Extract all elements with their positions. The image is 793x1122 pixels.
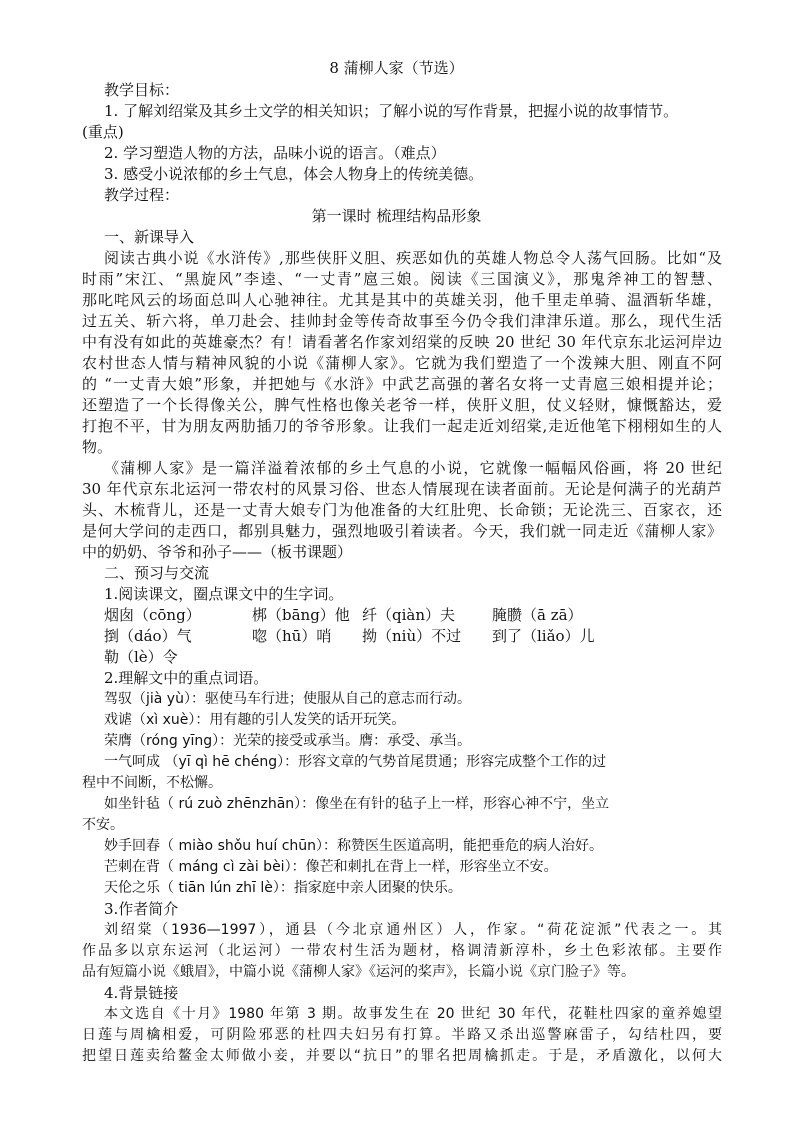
intro-para2-line: 中的奶奶、爷爷和孙子——（板书课题） bbox=[82, 543, 353, 561]
goal-1: 1. 了解刘绍棠及其乡土文学的相关知识；了解小说的写作背景，把握小说的故事情节。 bbox=[104, 102, 679, 120]
word-item: 腌臜（ā zā） bbox=[492, 606, 583, 624]
intro-para-line: 过五关、斩六将，单刀赴会、挂帅封金等传奇故事至今仍令我们津津乐道。那么，现代生活 bbox=[82, 312, 722, 330]
vocab-item: 妙手回春（ miào shǒu huí chūn）：称赞医生医道高明，能把垂危的病人治好。 bbox=[104, 838, 604, 854]
intro-para-line: 那叱咤风云的场面总叫人心驰神往。尤其是其中的英雄关羽，他千里走单骑、温酒斩华雄， bbox=[82, 291, 722, 309]
author-line: 刘绍棠（1936—1997），通县（今北京通州区）人，作家。“荷花淀派”代表之一。其 bbox=[104, 922, 722, 938]
vocab-item: 驾驭（jià yù）：驱使马车行进；使服从自己的意志而行动。 bbox=[104, 691, 471, 707]
background-line: 日莲与周檎相爱，可阴险邪恶的杜四夫妇另有打算。半路又杀出巡警麻雷子，勾结杜四，要 bbox=[82, 1027, 722, 1043]
goal-3: 3. 感受小说浓郁的乡土气息，体会人物身上的传统美德。 bbox=[104, 165, 484, 183]
goal-1-note: (重点) bbox=[82, 123, 124, 141]
intro-para2-line: 是何大学问的走西口，都别具魅力，强烈地吸引着读者。今天，我们就一同走近《蒲柳人家》 bbox=[82, 522, 722, 540]
vocab-item: 如坐针毡（ rú zuò zhēnzhān）：像坐在有针的毡子上一样，形容心神不宁，坐立 bbox=[104, 796, 610, 812]
vocab-item: 一气呵成 （yī qì hē chéng）：形容文章的气势首尾贯通；形容完成整个工作的过 bbox=[104, 754, 607, 770]
word-item: 纤（qiàn）夫 bbox=[362, 606, 456, 624]
question-4: 4.背景链接 bbox=[104, 984, 179, 1002]
section-2-heading: 二、预习与交流 bbox=[104, 564, 210, 582]
vocab-item-cont: 不安。 bbox=[82, 817, 124, 833]
vocab-item: 戏谑（xì xuè）：用有趣的引人发笑的话开玩笑。 bbox=[104, 712, 406, 728]
goal-2: 2. 学习塑造人物的方法，品味小说的语言。（难点） bbox=[104, 144, 446, 162]
goals-heading: 教学目标： bbox=[104, 81, 180, 99]
intro-para-line: 还塑造了一个长得像关公，脾气性格也像关老爷一样，侠肝义胆，仗义轻财，慷慨豁达，爱 bbox=[82, 396, 722, 414]
intro-para-line: 农村世态人情与精神风貌的小说《蒲柳人家》。它就为我们塑造了一个泼辣大胆、刚直不阿 bbox=[82, 354, 722, 372]
word-row bbox=[104, 605, 722, 626]
question-3: 3.作者简介 bbox=[104, 900, 179, 918]
question-1: 1.阅读课文，圈点课文中的生字词。 bbox=[104, 585, 344, 603]
author-line: 品有短篇小说《蛾眉》，中篇小说《蒲柳人家》《运河的桨声》，长篇小说《京门脸子》等。 bbox=[82, 964, 635, 980]
intro-para-line: 阅读古典小说《水浒传》,那些侠肝义胆、疾恶如仇的英雄人物总令人荡气回肠。比如“及 bbox=[104, 249, 722, 267]
page-title: 8 蒲柳人家（节选） bbox=[329, 59, 464, 77]
vocab-item: 芒刺在背（ máng cì zài bèi）：像芒和刺扎在背上一样，形容坐立不安。 bbox=[104, 859, 558, 875]
word-item: 拗（niù）不过 bbox=[362, 627, 462, 645]
intro-para-line: 打抱不平，甘为朋友两肋插刀的爷爷形象。让我们一起走近刘绍棠,走近他笔下栩栩如生的人 bbox=[82, 417, 722, 435]
background-line: 本文选自《十月》1980 年第 3 期。故事发生在 20 世纪 30 年代，花鞋杜四家的童养媳望 bbox=[104, 1006, 722, 1022]
intro-para2-line: 头、木梳背儿，还是一丈青大娘专门为他准备的大红肚兜、长命锁；无论洗三、百家衣，还 bbox=[82, 501, 722, 519]
vocab-item-cont: 程中不间断，不松懈。 bbox=[82, 775, 222, 791]
section-1-heading: 一、新课导入 bbox=[104, 228, 195, 246]
word-item: 梆（bāng）他 bbox=[252, 606, 350, 624]
intro-para2-line: 《蒲柳人家》是一篇洋溢着浓郁的乡土气息的小说，它就像一幅幅风俗画，将 20 世纪 bbox=[104, 459, 722, 477]
vocab-item: 天伦之乐（ tiān lún zhī lè）：指家庭中亲人团聚的快乐。 bbox=[104, 880, 462, 896]
word-item: 唿（hū）哨 bbox=[252, 627, 332, 645]
word-item: 勒（lè）令 bbox=[104, 648, 178, 666]
intro-para-line: 中有没有如此的英雄豪杰？有！请看著名作家刘绍棠的反映 20 世纪 30 年代京东北运河岸边 bbox=[82, 333, 722, 351]
question-2: 2.理解文中的重点词语。 bbox=[104, 669, 269, 687]
word-item: 捯（dáo）气 bbox=[104, 627, 192, 645]
author-line: 作品多以京东运河（北运河）一带农村生活为题材，格调清新淳朴，乡土色彩浓郁。主要作 bbox=[82, 943, 722, 959]
process-heading: 教学过程： bbox=[104, 186, 180, 204]
intro-para-line: 的 “一丈青大娘”形象，并把她与《水浒》中武艺高强的著名女将一丈青扈三娘相提并论； bbox=[82, 375, 722, 393]
vocab-item: 荣膺（róng yīng）：光荣的接受或承当。膺：承受、承当。 bbox=[104, 733, 472, 749]
intro-para2-line: 30 年代京东北运河一带农村的风景习俗、世态人情展现在读者面前。无论是何满子的光葫芦 bbox=[82, 480, 722, 498]
word-row bbox=[104, 626, 722, 647]
intro-para-line: 时雨”宋江、“黑旋风”李逵、“一丈青”扈三娘。阅读《三国演义》，那鬼斧神工的智慧、 bbox=[82, 270, 722, 288]
lesson-title: 第一课时 梳理结构品形象 bbox=[311, 207, 482, 225]
background-line: 把望日莲卖给鳌金太师做小妾，并要以“抗日”的罪名把周檎抓走。于是，矛盾激化，以何大 bbox=[82, 1048, 722, 1064]
word-item: 烟囱（cōng） bbox=[104, 606, 201, 624]
intro-para-line: 物。 bbox=[82, 438, 113, 456]
word-item: 到了（liǎo）儿 bbox=[492, 627, 595, 645]
